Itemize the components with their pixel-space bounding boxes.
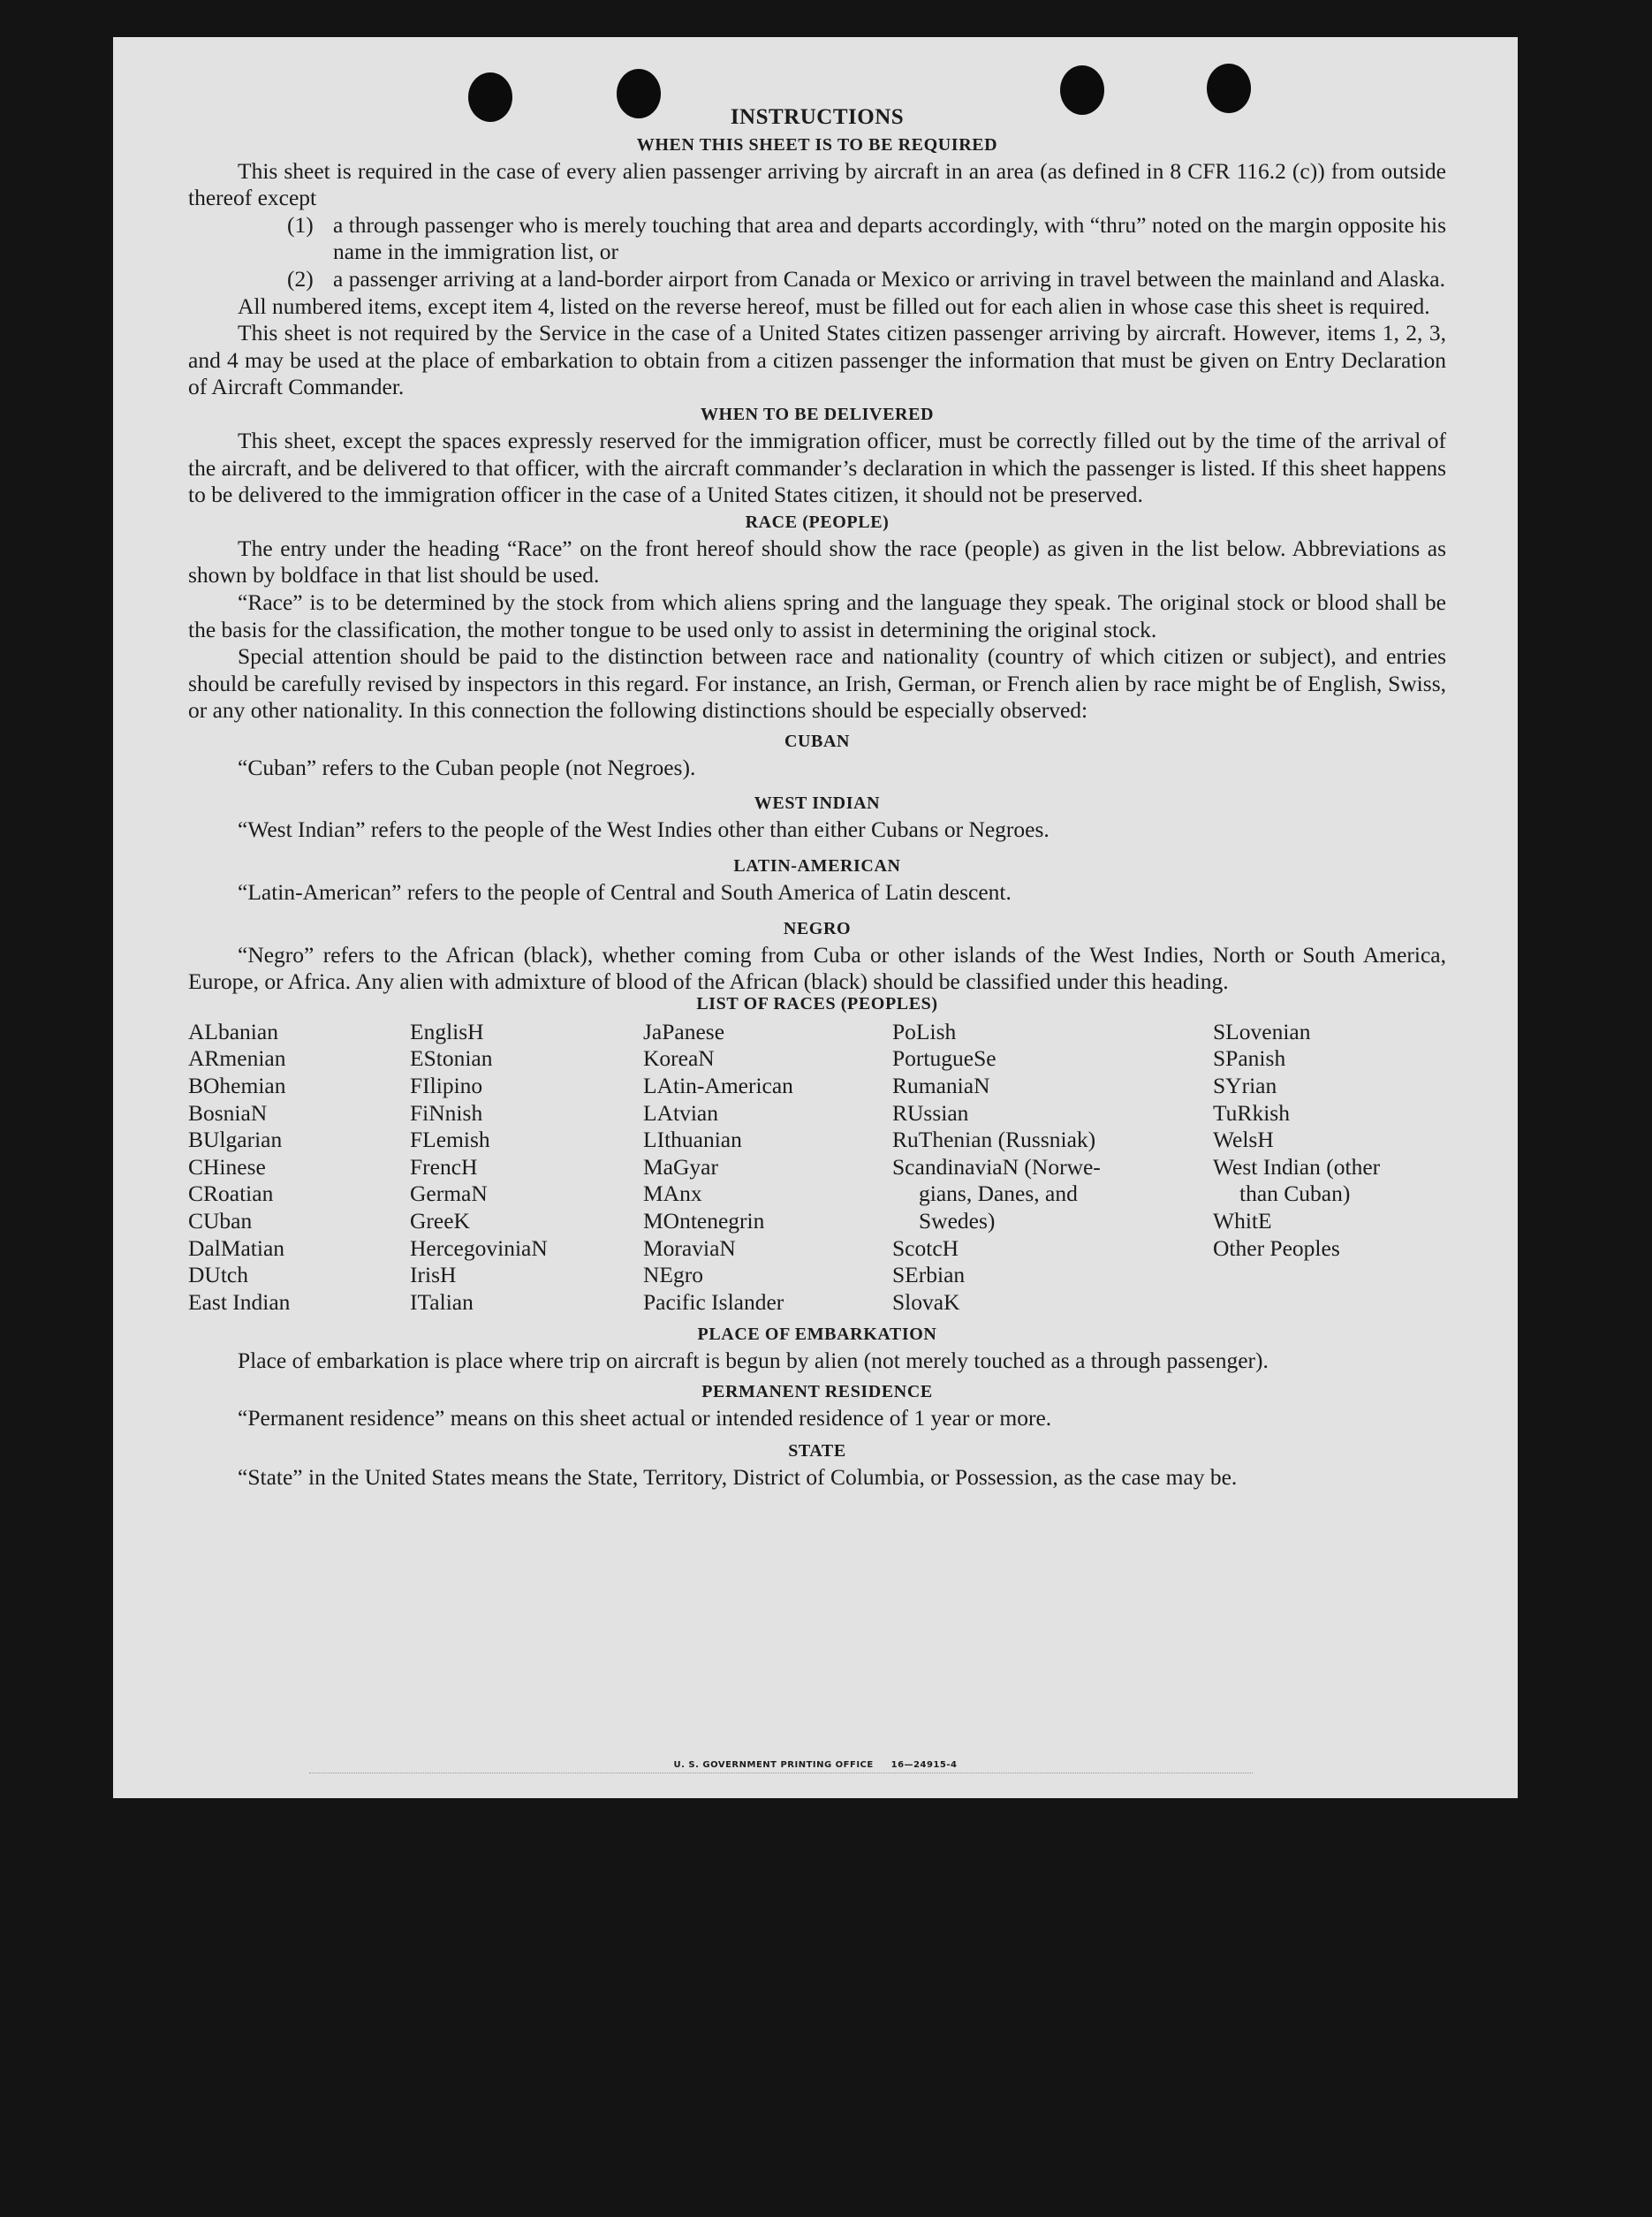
race-column (410, 1019, 643, 1317)
section-heading: WHEN TO BE DELIVERED (700, 404, 935, 424)
race-entry: CHinese (188, 1153, 266, 1180)
race-entry: than Cuban) (1239, 1181, 1351, 1207)
race-entry: PortugueSe (892, 1045, 997, 1072)
race-entry: ScandinaviaN (Norwe- (892, 1153, 1101, 1180)
race-entry: BosniaN (188, 1099, 268, 1126)
race-entry: FLemish (410, 1127, 490, 1153)
paragraph: “West Indian” refers to the people of the West Indies other than either Cubans or Negroes. (238, 816, 1050, 843)
section-heading: PLACE OF EMBARKATION (697, 1325, 937, 1345)
item-number: (1) (287, 211, 314, 238)
race-entry: SYrian (1213, 1073, 1277, 1099)
race-entry: IrisH (410, 1262, 457, 1288)
section-heading: CUBAN (784, 731, 851, 751)
paragraph: This sheet is required in the case of every alien passenger arriving by aircraft in an area (as defined in 8 CFR 116.2 (c)) from outside thereof except (188, 157, 1446, 211)
race-entry: MoraviaN (643, 1234, 736, 1261)
race-entry: TuRkish (1213, 1099, 1290, 1126)
page-title: INSTRUCTIONS (730, 105, 905, 129)
race-entry: FIlipino (410, 1073, 483, 1099)
race-entry: LAtin-American (643, 1073, 793, 1099)
race-entry: JaPanese (643, 1018, 725, 1044)
race-entry: SErbian (892, 1262, 966, 1288)
race-entry: CRoatian (188, 1181, 274, 1207)
race-entry: GreeK (410, 1208, 470, 1234)
race-entry: Swedes) (919, 1208, 996, 1234)
race-entry: East Indian (188, 1288, 291, 1315)
race-entry: PoLish (892, 1018, 957, 1044)
race-entry: MAnx (643, 1181, 702, 1207)
list-item (287, 212, 1446, 266)
race-column (1213, 1019, 1443, 1317)
race-entry: GermaN (410, 1181, 488, 1207)
race-entry: gians, Danes, and (919, 1181, 1078, 1207)
paragraph: Special attention should be paid to the distinction between race and nationality (country of which citizen or subject), and entries should be carefully revised by inspectors in this regard. For instance, an Irish, German, or French alien by race might be of English, Swiss, or any other nationality. In this connection the following distinctions should be especially observed: (188, 643, 1446, 724)
race-entry: KoreaN (643, 1045, 715, 1072)
paragraph: “Negro” refers to the African (black), whether coming from Cuba or other islands of the West Indies, North or South America, Europe, or Africa. Any alien with admixture of blood of the African (black) should be classified under this heading. (188, 941, 1446, 995)
section-heading: WEST INDIAN (754, 793, 881, 814)
race-entry: ScotcH (892, 1234, 959, 1261)
race-entry: FiNnish (410, 1099, 483, 1126)
race-entry: LIthuanian (643, 1127, 742, 1153)
race-entry: Pacific Islander (643, 1288, 784, 1315)
printer-imprint: U. S. GOVERNMENT PRINTING OFFICE 16—24915-4 (673, 1760, 958, 1770)
paragraph: All numbered items, except item 4, listed on the reverse hereof, must be filled out for each alien in whose case this sheet is required. (238, 292, 1430, 319)
race-list (188, 1019, 1446, 1317)
race-entry: EnglisH (410, 1018, 484, 1044)
item-text: a through passenger who is merely touching that area and departs accordingly, with “thru” noted on the margin opposite his name in the immigration list, or (333, 211, 1446, 265)
race-entry: WelsH (1213, 1127, 1274, 1153)
race-entry: NEgro (643, 1262, 703, 1288)
race-entry: ITalian (410, 1288, 474, 1315)
section-heading: LATIN-AMERICAN (733, 856, 901, 877)
race-entry: RumaniaN (892, 1073, 990, 1099)
race-entry: DUtch (188, 1262, 248, 1288)
race-entry: WhitE (1213, 1208, 1272, 1234)
race-entry: DalMatian (188, 1234, 285, 1261)
section-heading: RACE (PEOPLE) (745, 512, 890, 532)
paragraph: “Cuban” refers to the Cuban people (not Negroes). (238, 754, 696, 780)
section-heading: PERMANENT RESIDENCE (701, 1381, 933, 1401)
section-heading: WHEN THIS SHEET IS TO BE REQUIRED (636, 134, 998, 155)
paragraph: This sheet is not required by the Service in the case of a United States citizen passenger arriving by aircraft. However, items 1, 2, 3, and 4 may be used at the place of embarkation to obtain from a citizen passenger the information that must be given on Entry Declaration of Aircraft Commander. (188, 320, 1446, 400)
paragraph: “Race” is to be determined by the stock from which aliens spring and the language they speak. The original stock or blood shall be the basis for the classification, the mother tongue to be used only to assist in determining the original stock. (188, 588, 1446, 642)
section-heading: LIST OF RACES (PEOPLES) (696, 993, 938, 1014)
race-entry: West Indian (other (1213, 1153, 1381, 1180)
item-text: a passenger arriving at a land-border airport from Canada or Mexico or arriving in travel between the mainland and Alaska. (333, 265, 1445, 292)
race-column (188, 1019, 410, 1317)
race-entry: BUlgarian (188, 1127, 283, 1153)
race-entry: Other Peoples (1213, 1234, 1340, 1261)
race-entry: SPanish (1213, 1045, 1286, 1072)
paragraph: Place of embarkation is place where trip on aircraft is begun by alien (not merely touched as a through passenger). (238, 1348, 1269, 1374)
race-entry: SlovaK (892, 1288, 960, 1315)
section-heading: STATE (788, 1440, 846, 1461)
race-entry: RuThenian (Russniak) (892, 1127, 1096, 1153)
race-entry: BOhemian (188, 1073, 286, 1099)
race-column (892, 1019, 1213, 1317)
race-entry: MOntenegrin (643, 1208, 765, 1234)
race-entry: RUssian (892, 1099, 969, 1126)
race-entry: ARmenian (188, 1045, 286, 1072)
race-entry: HercegoviniaN (410, 1234, 548, 1261)
list-item (287, 266, 1446, 293)
paragraph: This sheet, except the spaces expressly reserved for the immigration officer, must be correctly filled out by the time of the arrival of the aircraft, and be delivered to that officer, with the aircraft commander’s declaration in which the passenger is listed. If this sheet happens to be delivered to the immigration officer in the case of a United States citizen, it should not be preserved. (188, 427, 1446, 508)
race-entry: FrencH (410, 1153, 478, 1180)
paragraph: “State” in the United States means the State, Territory, District of Columbia, or Possession, as the case may be. (238, 1463, 1238, 1490)
section-heading: NEGRO (783, 918, 852, 938)
race-entry: EStonian (410, 1045, 493, 1072)
race-entry: ALbanian (188, 1018, 278, 1044)
race-entry: CUban (188, 1208, 253, 1234)
instructions-body (188, 104, 1446, 1491)
item-number: (2) (287, 265, 314, 292)
race-entry: LAtvian (643, 1099, 718, 1126)
race-column (643, 1019, 892, 1317)
paragraph: “Permanent residence” means on this sheet actual or intended residence of 1 year or more. (238, 1404, 1052, 1431)
race-entry: MaGyar (643, 1153, 718, 1180)
paragraph: “Latin-American” refers to the people of Central and South America of Latin descent. (238, 879, 1012, 906)
race-entry: SLovenian (1213, 1018, 1311, 1044)
paragraph: The entry under the heading “Race” on the front hereof should show the race (people) as given in the list below. Abbreviations as shown by boldface in that list should be used. (188, 535, 1446, 588)
